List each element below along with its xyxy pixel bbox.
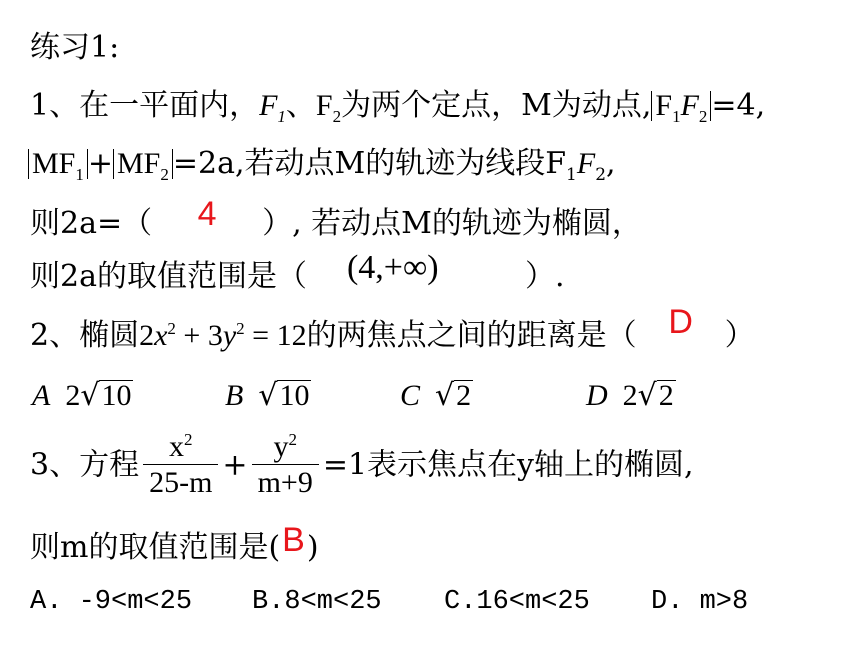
eq-y-sq: 2 bbox=[236, 319, 245, 338]
q3-line2-a: 则m的取值范围是( bbox=[30, 530, 281, 565]
q1-line3-b: ）, 若动点M的轨迹为椭圆， bbox=[262, 206, 642, 241]
abs-f1: F bbox=[655, 89, 673, 122]
frac1-denominator: 25-m bbox=[143, 464, 218, 501]
option-a-coef: 2 bbox=[65, 379, 81, 412]
f2-letter: F bbox=[315, 89, 333, 122]
fraction-1 bbox=[143, 430, 218, 501]
fraction-2 bbox=[252, 430, 319, 501]
q1-line2 bbox=[28, 146, 616, 185]
eq-rhs: = 12 bbox=[244, 319, 307, 352]
q1-line3-a: 则2a=（ bbox=[30, 206, 153, 241]
frac2-num-sup: 2 bbox=[288, 430, 297, 449]
q1-line2-end: , bbox=[606, 146, 616, 181]
f2-symbol bbox=[315, 89, 342, 126]
eq-y: y bbox=[222, 319, 237, 352]
q1-line4-b: ）. bbox=[524, 259, 565, 294]
mf2-sub: 2 bbox=[160, 165, 169, 184]
f2-sub: 2 bbox=[332, 107, 342, 126]
exercise-title-text: 练习1: bbox=[30, 30, 120, 65]
q3-line2-b: ) bbox=[306, 530, 319, 565]
q3-plus: + bbox=[222, 447, 248, 483]
answer-3: D bbox=[668, 303, 693, 341]
f1-letter: F bbox=[259, 89, 278, 122]
q3-suffix: =1表示焦点在y轴上的椭圆, bbox=[322, 447, 694, 483]
q1-line1-prefix: 1、在一平面内， bbox=[30, 88, 260, 123]
q2-option-c bbox=[400, 378, 473, 414]
answer-1: 4 bbox=[197, 195, 217, 233]
eq-x: x bbox=[154, 319, 168, 352]
q2-close: ） bbox=[724, 318, 755, 353]
q1-line2-mid: =2a,若动点M的轨迹为线段F bbox=[172, 146, 567, 181]
q2-equation bbox=[139, 319, 307, 352]
q1-line3 bbox=[30, 195, 642, 242]
option-a-letter: A bbox=[32, 379, 51, 412]
q1-sep: 、 bbox=[285, 88, 316, 123]
q2-prefix: 2、椭圆 bbox=[30, 318, 140, 353]
q3-prefix: 3、方程 bbox=[30, 447, 140, 483]
seg-f2: F bbox=[576, 147, 596, 180]
q3-option-b: B.8<m<25 bbox=[252, 587, 382, 617]
f1f2-abs bbox=[651, 89, 711, 126]
mf1-sub: 1 bbox=[75, 165, 84, 184]
q1-line1-end: =4, bbox=[711, 88, 766, 123]
frac1-num-sup: 2 bbox=[184, 430, 193, 449]
option-b-letter: B bbox=[225, 379, 244, 412]
eq-coef-a: 2 bbox=[139, 319, 155, 352]
answer-4: B bbox=[282, 521, 305, 559]
option-b-radicand: 10 bbox=[279, 379, 310, 412]
q2-line bbox=[30, 303, 755, 354]
seg-sub2: 2 bbox=[595, 165, 607, 185]
abs-f2: F bbox=[680, 89, 699, 122]
option-d-coef: 2 bbox=[622, 379, 638, 412]
mf2-text: MF bbox=[117, 147, 161, 180]
frac2-numerator bbox=[252, 430, 319, 464]
q2-option-b bbox=[225, 378, 311, 414]
q1-line4 bbox=[30, 249, 565, 295]
abs-f1-sub: 1 bbox=[672, 107, 681, 126]
sqrt-icon: √ bbox=[435, 378, 455, 413]
eq-x-sq: 2 bbox=[167, 319, 176, 338]
frac1-num-var: x bbox=[169, 430, 184, 463]
q1-line1-mid: 为两个定点，M为动点, bbox=[341, 88, 652, 123]
mf1-text: MF bbox=[32, 147, 76, 180]
q3-option-c: C.16<m<25 bbox=[444, 587, 590, 617]
q3-line1 bbox=[30, 430, 694, 501]
q2-option-a bbox=[32, 378, 133, 414]
q1-line4-a: 则2a的取值范围是（ bbox=[30, 259, 307, 294]
q1-plus: + bbox=[87, 146, 113, 181]
frac1-numerator bbox=[143, 430, 218, 464]
seg-sub1: 1 bbox=[566, 165, 577, 185]
q2-suffix: 的两焦点之间的距离是（ bbox=[306, 318, 637, 353]
option-c-letter: C bbox=[400, 379, 421, 412]
q1-line1 bbox=[30, 88, 765, 124]
q2-option-d bbox=[586, 378, 676, 414]
eq-coef-b: + 3 bbox=[175, 319, 223, 352]
sqrt-icon: √ bbox=[637, 378, 657, 413]
option-c-radicand: 2 bbox=[456, 379, 472, 412]
q3-option-a: A. -9<m<25 bbox=[30, 587, 193, 617]
sqrt-icon: √ bbox=[80, 378, 100, 413]
mf2-abs bbox=[113, 147, 173, 184]
mf1-abs bbox=[28, 147, 88, 184]
frac2-denominator: m+9 bbox=[252, 464, 319, 501]
abs-f2-sub: 2 bbox=[698, 107, 708, 126]
option-a-radicand: 10 bbox=[101, 379, 132, 412]
option-d-letter: D bbox=[586, 379, 608, 412]
sqrt-icon: √ bbox=[258, 378, 278, 413]
q3-option-d: D. m>8 bbox=[651, 587, 749, 617]
frac2-num-var: y bbox=[273, 430, 289, 463]
answer-2: (4,+∞) bbox=[346, 249, 439, 286]
option-d-radicand: 2 bbox=[658, 379, 674, 412]
exercise-title bbox=[30, 30, 119, 66]
f1-symbol bbox=[259, 89, 286, 126]
f1-sub: 1 bbox=[277, 107, 286, 126]
q3-line2 bbox=[30, 521, 319, 566]
